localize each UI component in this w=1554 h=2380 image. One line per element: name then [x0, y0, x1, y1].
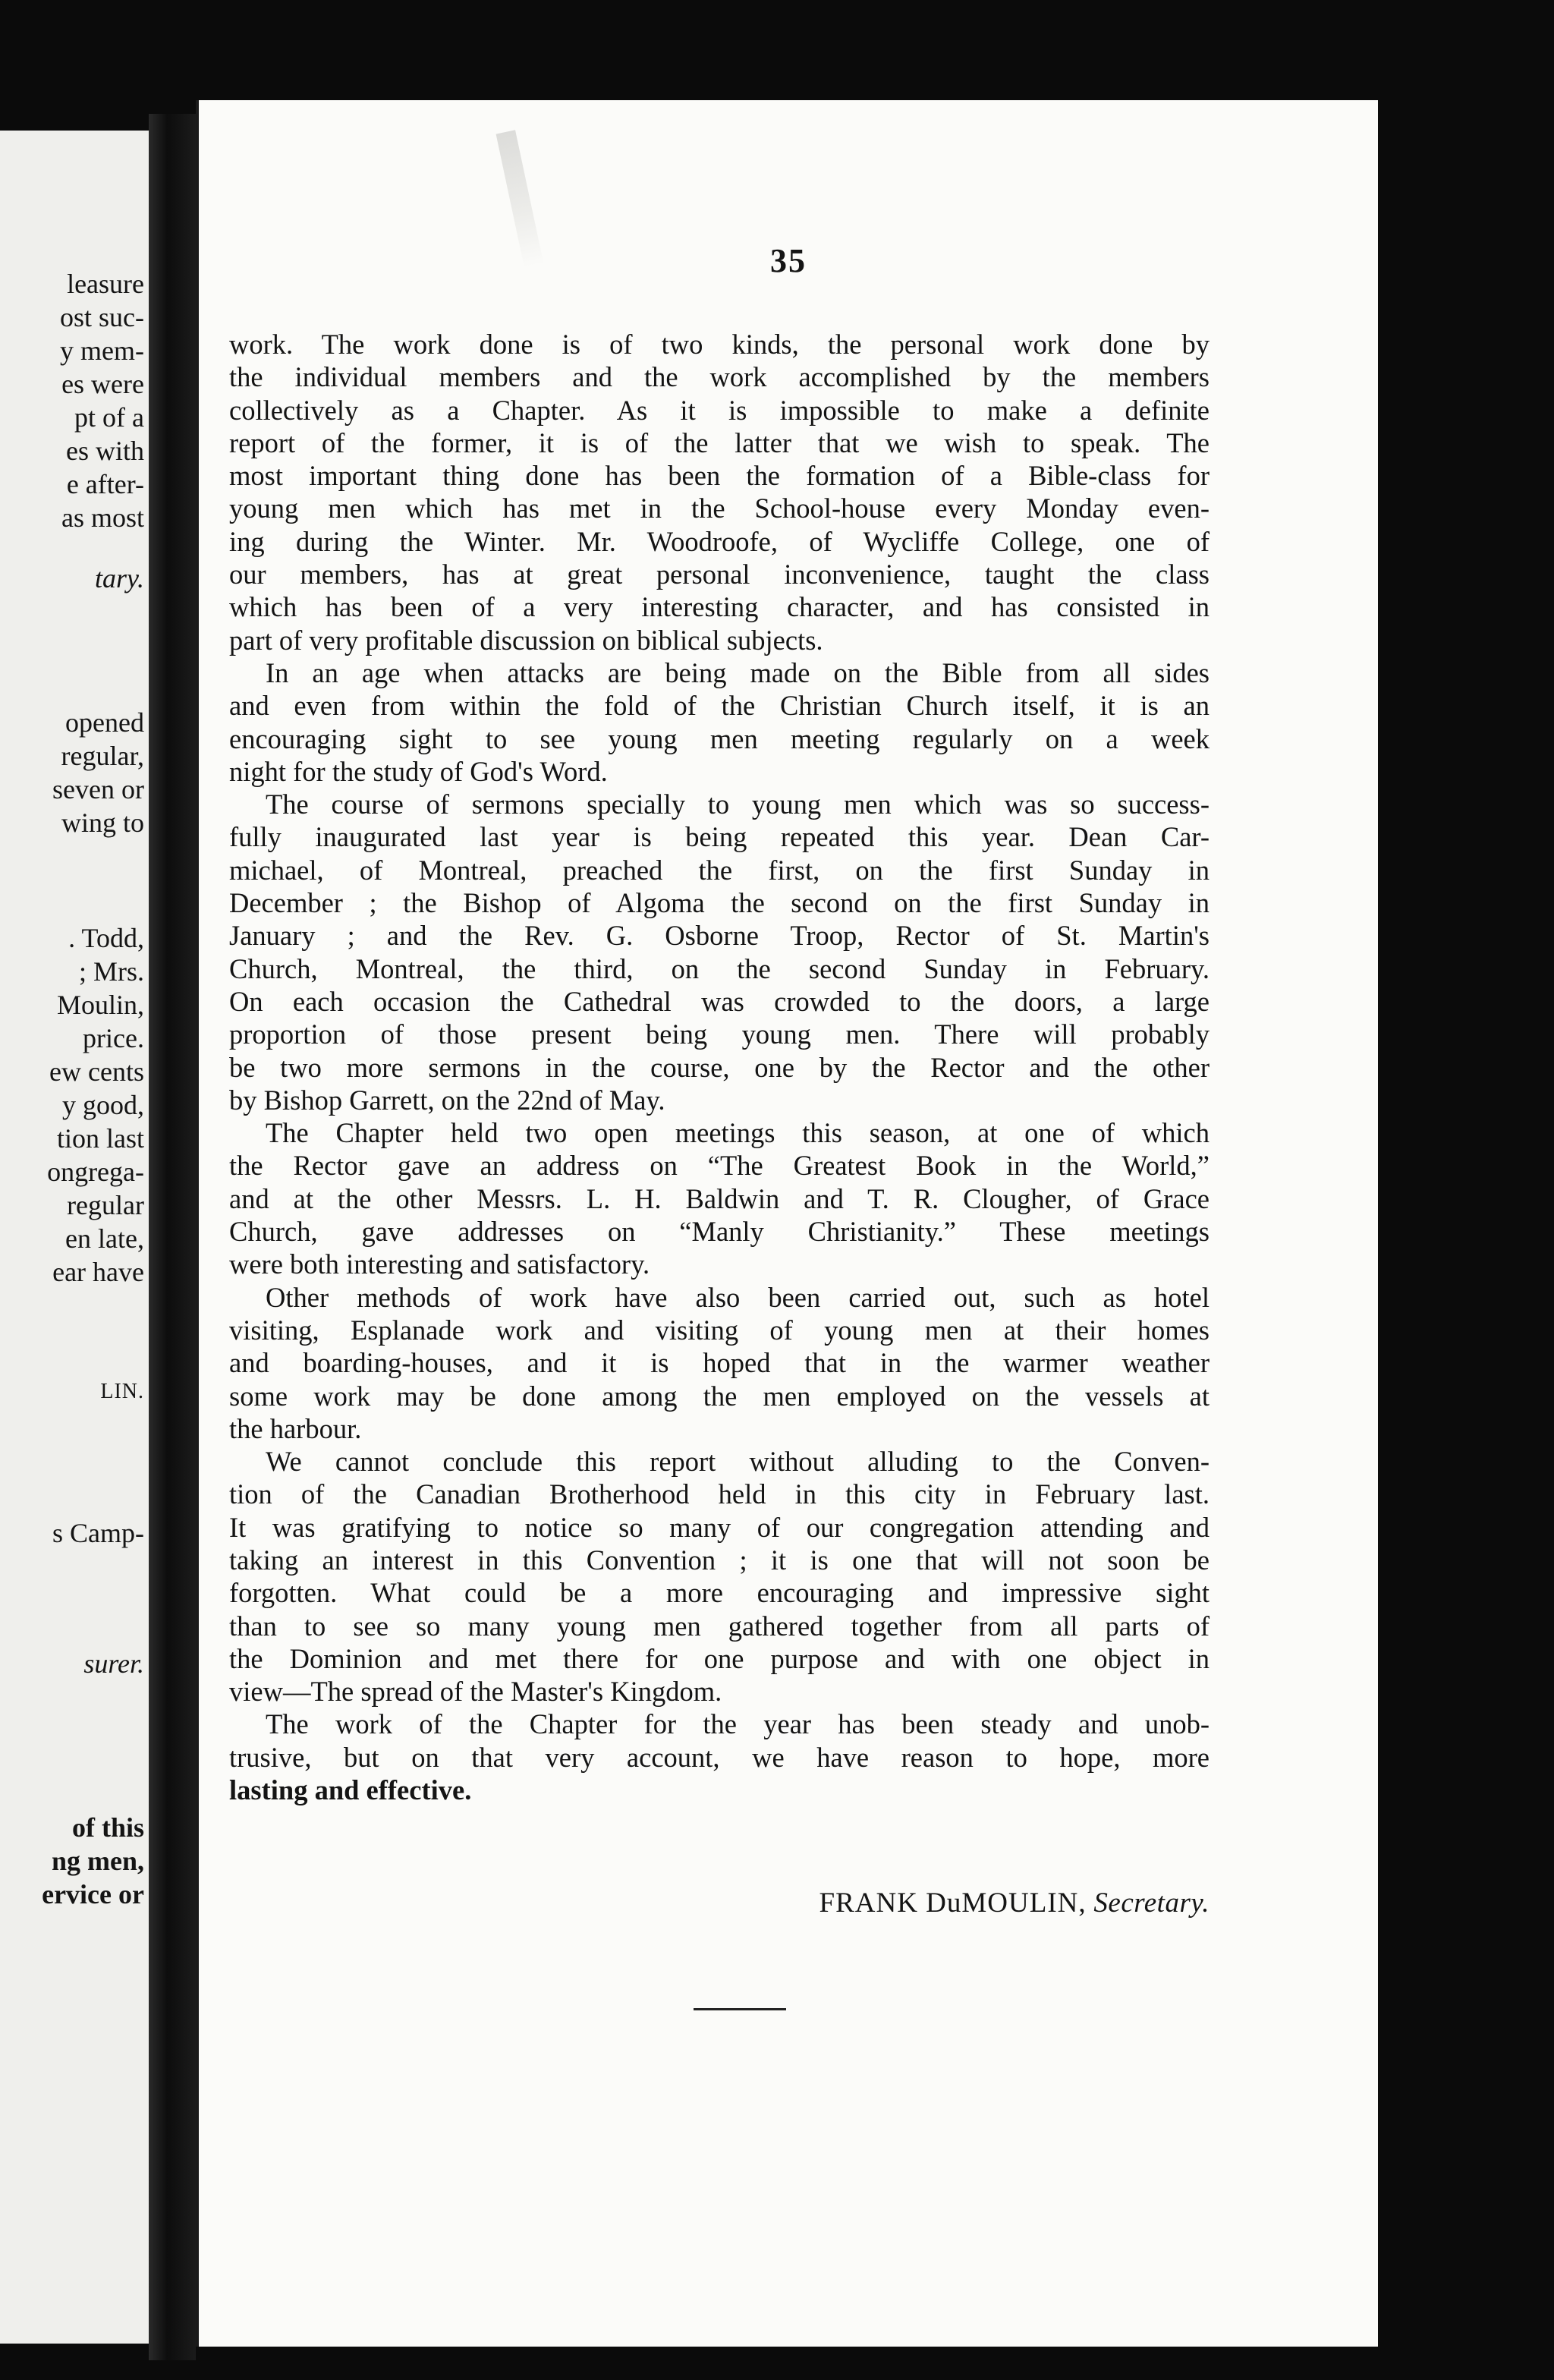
text-line: In an age when attacks are being made on the Bible from all sides: [266, 656, 1210, 688]
text-line: and boarding-houses, and it is hoped that in the warmer weather: [229, 1347, 1210, 1379]
text-line: than to see so many young men gathered together from all parts of: [229, 1610, 1210, 1642]
text-line: Church, gave addresses on “Manly Christianity.” These meetings: [229, 1216, 1210, 1248]
facing-page-fragment: tion last: [57, 1123, 144, 1154]
text-line: the Rector gave an address on “The Greatest Book in the World,”: [229, 1150, 1210, 1182]
text-line: January ; and the Rev. G. Osborne Troop, Rector of St. Martin's: [229, 920, 1210, 952]
text-line: night for the study of God's Word.: [229, 755, 608, 787]
book-gutter: [149, 114, 196, 2360]
text-line: The course of sermons specially to young men which was so success-: [266, 789, 1210, 820]
facing-page-fragment: of this: [71, 1812, 144, 1843]
text-line: Other methods of work have also been carried out, such as hotel: [266, 1281, 1210, 1313]
text-line: part of very profitable discussion on biblical subjects.: [229, 624, 823, 656]
text-line: tion of the Canadian Brotherhood held in this city in February last.: [229, 1478, 1210, 1510]
text-line: proportion of those present being young men. There will probably: [229, 1018, 1210, 1050]
facing-page-fragment: ; Mrs.: [78, 956, 144, 987]
text-line: lasting and effective.: [229, 1774, 472, 1806]
text-line: our members, has at great personal inconvenience, taught the class: [229, 559, 1210, 590]
signature: [819, 1887, 1210, 1919]
facing-page-fragment: opened: [65, 707, 144, 738]
text-line: encouraging sight to see young men meeting regularly on a week: [229, 722, 1210, 754]
facing-page-fragment: leasure: [67, 269, 144, 299]
text-line: which has been of a very interesting character, and has consisted in: [229, 591, 1210, 623]
text-line: some work may be done among the men employed on the vessels at: [229, 1380, 1210, 1412]
facing-page-fragment: es were: [61, 369, 144, 399]
text-line: taking an interest in this Convention ; it is one that will not soon be: [229, 1544, 1210, 1576]
facing-page-fragment: seven or: [52, 774, 144, 804]
text-line: Church, Montreal, the third, on the second Sunday in February.: [229, 952, 1210, 984]
facing-page-fragment: surer.: [83, 1648, 144, 1679]
text-line: On each occasion the Cathedral was crowded to the doors, a large: [229, 985, 1210, 1017]
text-line: forgotten. What could be a more encouraging and impressive sight: [229, 1577, 1210, 1609]
text-line: young men which has met in the School-house every Monday even-: [229, 493, 1210, 524]
text-line: The work of the Chapter for the year has been steady and unob-: [266, 1708, 1210, 1740]
facing-page-fragment: e after-: [66, 469, 144, 499]
signature-name: FRANK DuMOULIN,: [819, 1887, 1087, 1919]
facing-page-fragment: as most: [61, 502, 144, 533]
text-line: the individual members and the work accomplished by the members: [229, 361, 1210, 393]
facing-page-fragment: . Todd,: [68, 923, 144, 953]
text-line: were both interesting and satisfactory.: [229, 1248, 650, 1280]
text-line: fully inaugurated last year is being repeated this year. Dean Car-: [229, 821, 1210, 853]
text-line: It was gratifying to notice so many of our congregation attending and: [229, 1511, 1210, 1543]
text-line: the harbour.: [229, 1412, 362, 1444]
text-line: ing during the Winter. Mr. Woodroofe, of Wycliffe College, one of: [229, 525, 1210, 557]
text-line: view—The spread of the Master's Kingdom.: [229, 1676, 722, 1708]
facing-page-fragment: price.: [83, 1023, 144, 1053]
text-line: The Chapter held two open meetings this season, at one of which: [266, 1117, 1210, 1149]
facing-page-fragment: ervice or: [42, 1879, 144, 1909]
facing-page-fragment: regular: [67, 1190, 144, 1220]
facing-page-fragment: s Camp-: [52, 1518, 144, 1548]
signature-role: Secretary.: [1093, 1887, 1210, 1919]
facing-page-fragment: tary.: [94, 563, 144, 593]
facing-page-fragment: y good,: [62, 1090, 144, 1120]
facing-page-fragment: y mem-: [60, 335, 144, 366]
text-line: and at the other Messrs. L. H. Baldwin and T. R. Clougher, of Grace: [229, 1182, 1210, 1214]
facing-page-fragment: en late,: [65, 1223, 144, 1254]
facing-page-fragment: ng men,: [51, 1846, 144, 1876]
facing-page-fragment: wing to: [61, 808, 144, 838]
facing-page-fragment: LIN.: [100, 1380, 144, 1403]
text-line: work. The work done is of two kinds, the personal work done by: [229, 329, 1210, 360]
facing-page-fragment: pt of a: [74, 402, 144, 433]
text-line: most important thing done has been the formation of a Bible-class for: [229, 460, 1210, 492]
text-line: the Dominion and met there for one purpose and with one object in: [229, 1642, 1210, 1674]
facing-page-fragment: es with: [66, 436, 144, 466]
page-number: 35: [770, 242, 807, 279]
facing-page-fragment: ongrega-: [47, 1157, 144, 1187]
text-line: We cannot conclude this report without alluding to the Conven-: [266, 1446, 1210, 1478]
text-line: visiting, Esplanade work and visiting of young men at their homes: [229, 1314, 1210, 1346]
report-body: [229, 328, 1210, 1806]
text-line: report of the former, it is of the latter that we wish to speak. The: [229, 427, 1210, 458]
text-line: be two more sermons in the course, one by the Rector and the other: [229, 1051, 1210, 1083]
text-line: michael, of Montreal, preached the first, on the first Sunday in: [229, 854, 1210, 886]
text-line: and even from within the fold of the Christian Church itself, it is an: [229, 690, 1210, 722]
text-line: collectively as a Chapter. As it is impossible to make a definite: [229, 394, 1210, 426]
facing-page: [0, 131, 149, 2344]
text-line: December ; the Bishop of Algoma the second on the first Sunday in: [229, 887, 1210, 919]
facing-page-fragment: regular,: [61, 741, 144, 771]
end-rule: [694, 2008, 786, 2010]
facing-page-fragment: ew cents: [49, 1056, 144, 1087]
facing-page-fragment: ost suc-: [60, 302, 144, 332]
text-line: trusive, but on that very account, we have reason to hope, more: [229, 1741, 1210, 1773]
page: [196, 100, 1378, 2347]
facing-page-fragment: ear have: [52, 1257, 144, 1287]
facing-page-fragment: Moulin,: [56, 990, 144, 1020]
text-line: by Bishop Garrett, on the 22nd of May.: [229, 1084, 665, 1116]
